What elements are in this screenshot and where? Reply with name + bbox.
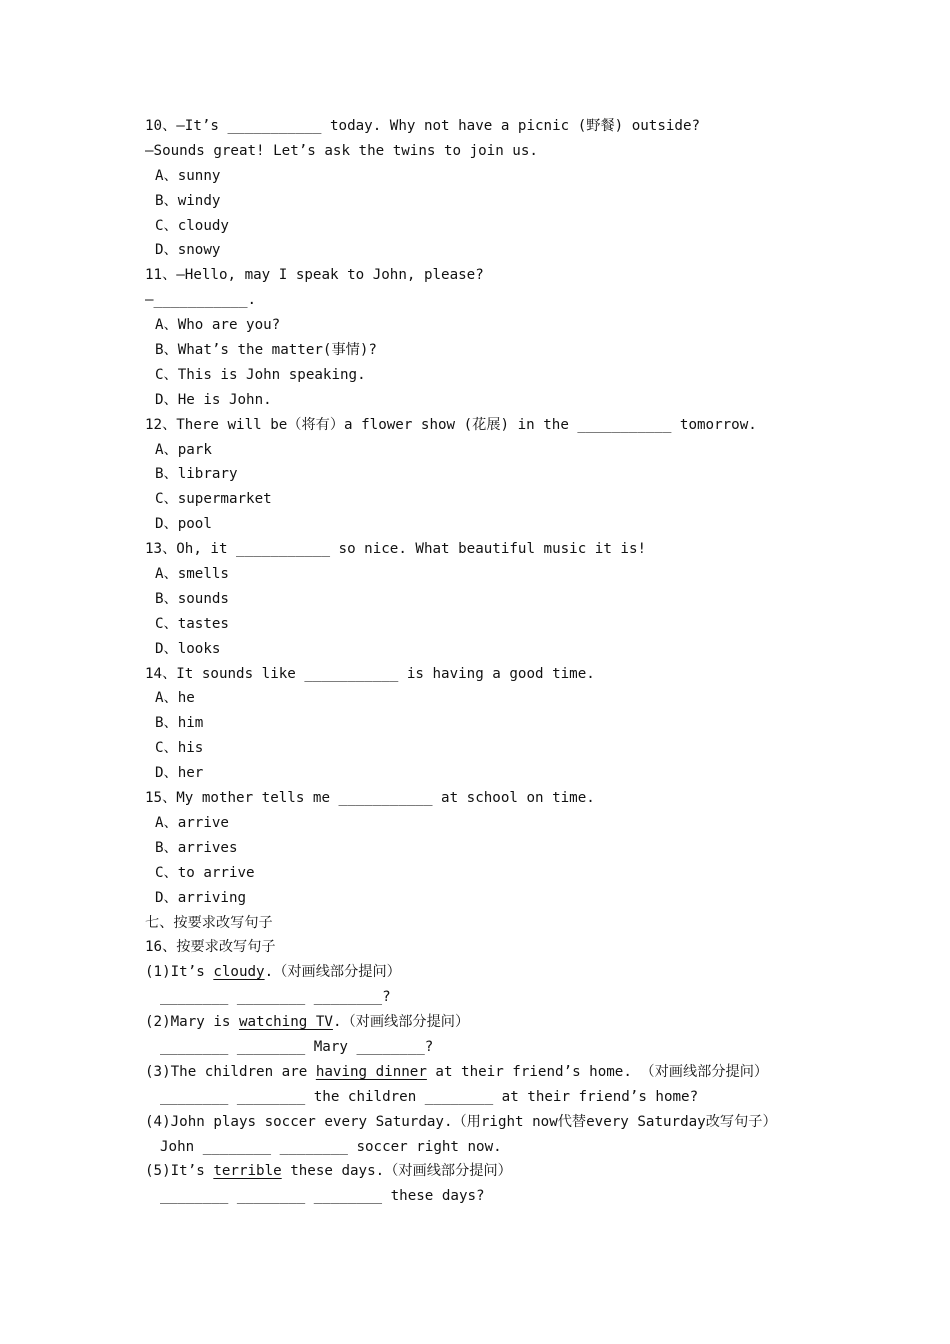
- rewrite-1-post: .（对画线部分提问）: [264, 964, 401, 981]
- question-15-option-c: C、to arrive: [155, 864, 255, 881]
- question-10-option-b: B、windy: [155, 192, 221, 209]
- question-15-option-a: A、arrive: [155, 814, 229, 831]
- rewrite-2-underlined: watching TV: [238, 1014, 333, 1031]
- rewrite-1-pre: (1)It’s: [145, 964, 214, 981]
- question-12-option-d: D、pool: [155, 516, 212, 533]
- rewrite-4-answer: John ________ ________ soccer right now.: [160, 1138, 502, 1155]
- question-15-option-b: B、arrives: [155, 839, 238, 856]
- question-15-option-d: D、arriving: [155, 889, 247, 906]
- question-14-option-a: A、he: [155, 690, 195, 707]
- rewrite-2-sentence: [145, 1010, 825, 1035]
- rewrite-3-pre: (3)The children are: [145, 1063, 316, 1080]
- rewrite-3-answer: ________ ________ the children ________ at their friend’s home?: [160, 1088, 699, 1105]
- rewrite-5-pre: (5)It’s: [145, 1163, 214, 1180]
- rewrite-1-sentence: [145, 960, 825, 985]
- rewrite-5-answer: ________ ________ ________ these days?: [160, 1188, 485, 1205]
- question-11-option-c: C、This is John speaking.: [155, 366, 366, 383]
- question-10-option-c: C、cloudy: [155, 217, 229, 234]
- question-13-option-d: D、looks: [155, 640, 221, 657]
- question-14-option-c: C、his: [155, 740, 204, 757]
- question-11-option-d: D、He is John.: [155, 391, 272, 408]
- rewrite-1-underlined: cloudy: [213, 964, 265, 981]
- rewrite-5-post: these days.（对画线部分提问）: [281, 1163, 512, 1180]
- question-12-option-b: B、library: [155, 466, 238, 483]
- question-13-option-b: B、sounds: [155, 590, 229, 607]
- question-16-title: 16、按要求改写句子: [145, 939, 276, 956]
- question-12-option-a: A、park: [155, 441, 212, 458]
- rewrite-3-post: at their friend’s home. （对画线部分提问）: [426, 1063, 769, 1080]
- question-14-option-d: D、her: [155, 765, 204, 782]
- question-11-option-a: A、Who are you?: [155, 317, 281, 334]
- question-11-reply: —___________.: [145, 292, 257, 309]
- question-11-stem: 11、—Hello, may I speak to John, please?: [145, 267, 484, 284]
- question-13-stem: 13、Oh, it ___________ so nice. What beautiful music it is!: [145, 541, 647, 558]
- question-10-option-d: D、snowy: [155, 242, 221, 259]
- worksheet-page: [145, 114, 825, 1209]
- question-10-option-a: A、sunny: [155, 167, 221, 184]
- question-14-option-b: B、him: [155, 715, 204, 732]
- question-13-option-c: C、tastes: [155, 615, 229, 632]
- rewrite-2-answer: ________ ________ Mary ________?: [160, 1038, 434, 1055]
- question-15-stem: 15、My mother tells me ___________ at school on time.: [145, 790, 595, 807]
- rewrite-3-underlined: having dinner: [315, 1063, 427, 1080]
- rewrite-1-answer: ________ ________ ________?: [160, 989, 391, 1006]
- rewrite-5-sentence: [145, 1159, 825, 1184]
- question-12-option-c: C、supermarket: [155, 491, 272, 508]
- question-10-reply: —Sounds great! Let’s ask the twins to join us.: [145, 142, 538, 159]
- rewrite-4-sentence: (4)John plays soccer every Saturday.（用right now代替every Saturday改写句子）: [145, 1113, 777, 1130]
- rewrite-3-sentence: [145, 1060, 825, 1085]
- question-11-option-b: B、What’s the matter(事情)?: [155, 342, 377, 359]
- rewrite-5-underlined: terrible: [213, 1163, 282, 1180]
- question-13-option-a: A、smells: [155, 566, 229, 583]
- question-12-stem: 12、There will be（将有）a flower show (花展) in the ___________ tomorrow.: [145, 416, 757, 433]
- section-7-title: 七、按要求改写句子: [145, 914, 273, 931]
- rewrite-2-pre: (2)Mary is: [145, 1014, 239, 1031]
- question-10-stem: 10、—It’s ___________ today. Why not have a picnic (野餐) outside?: [145, 118, 701, 134]
- rewrite-2-post: .（对画线部分提问）: [332, 1014, 470, 1031]
- question-14-stem: 14、It sounds like ___________ is having a good time.: [145, 665, 595, 682]
